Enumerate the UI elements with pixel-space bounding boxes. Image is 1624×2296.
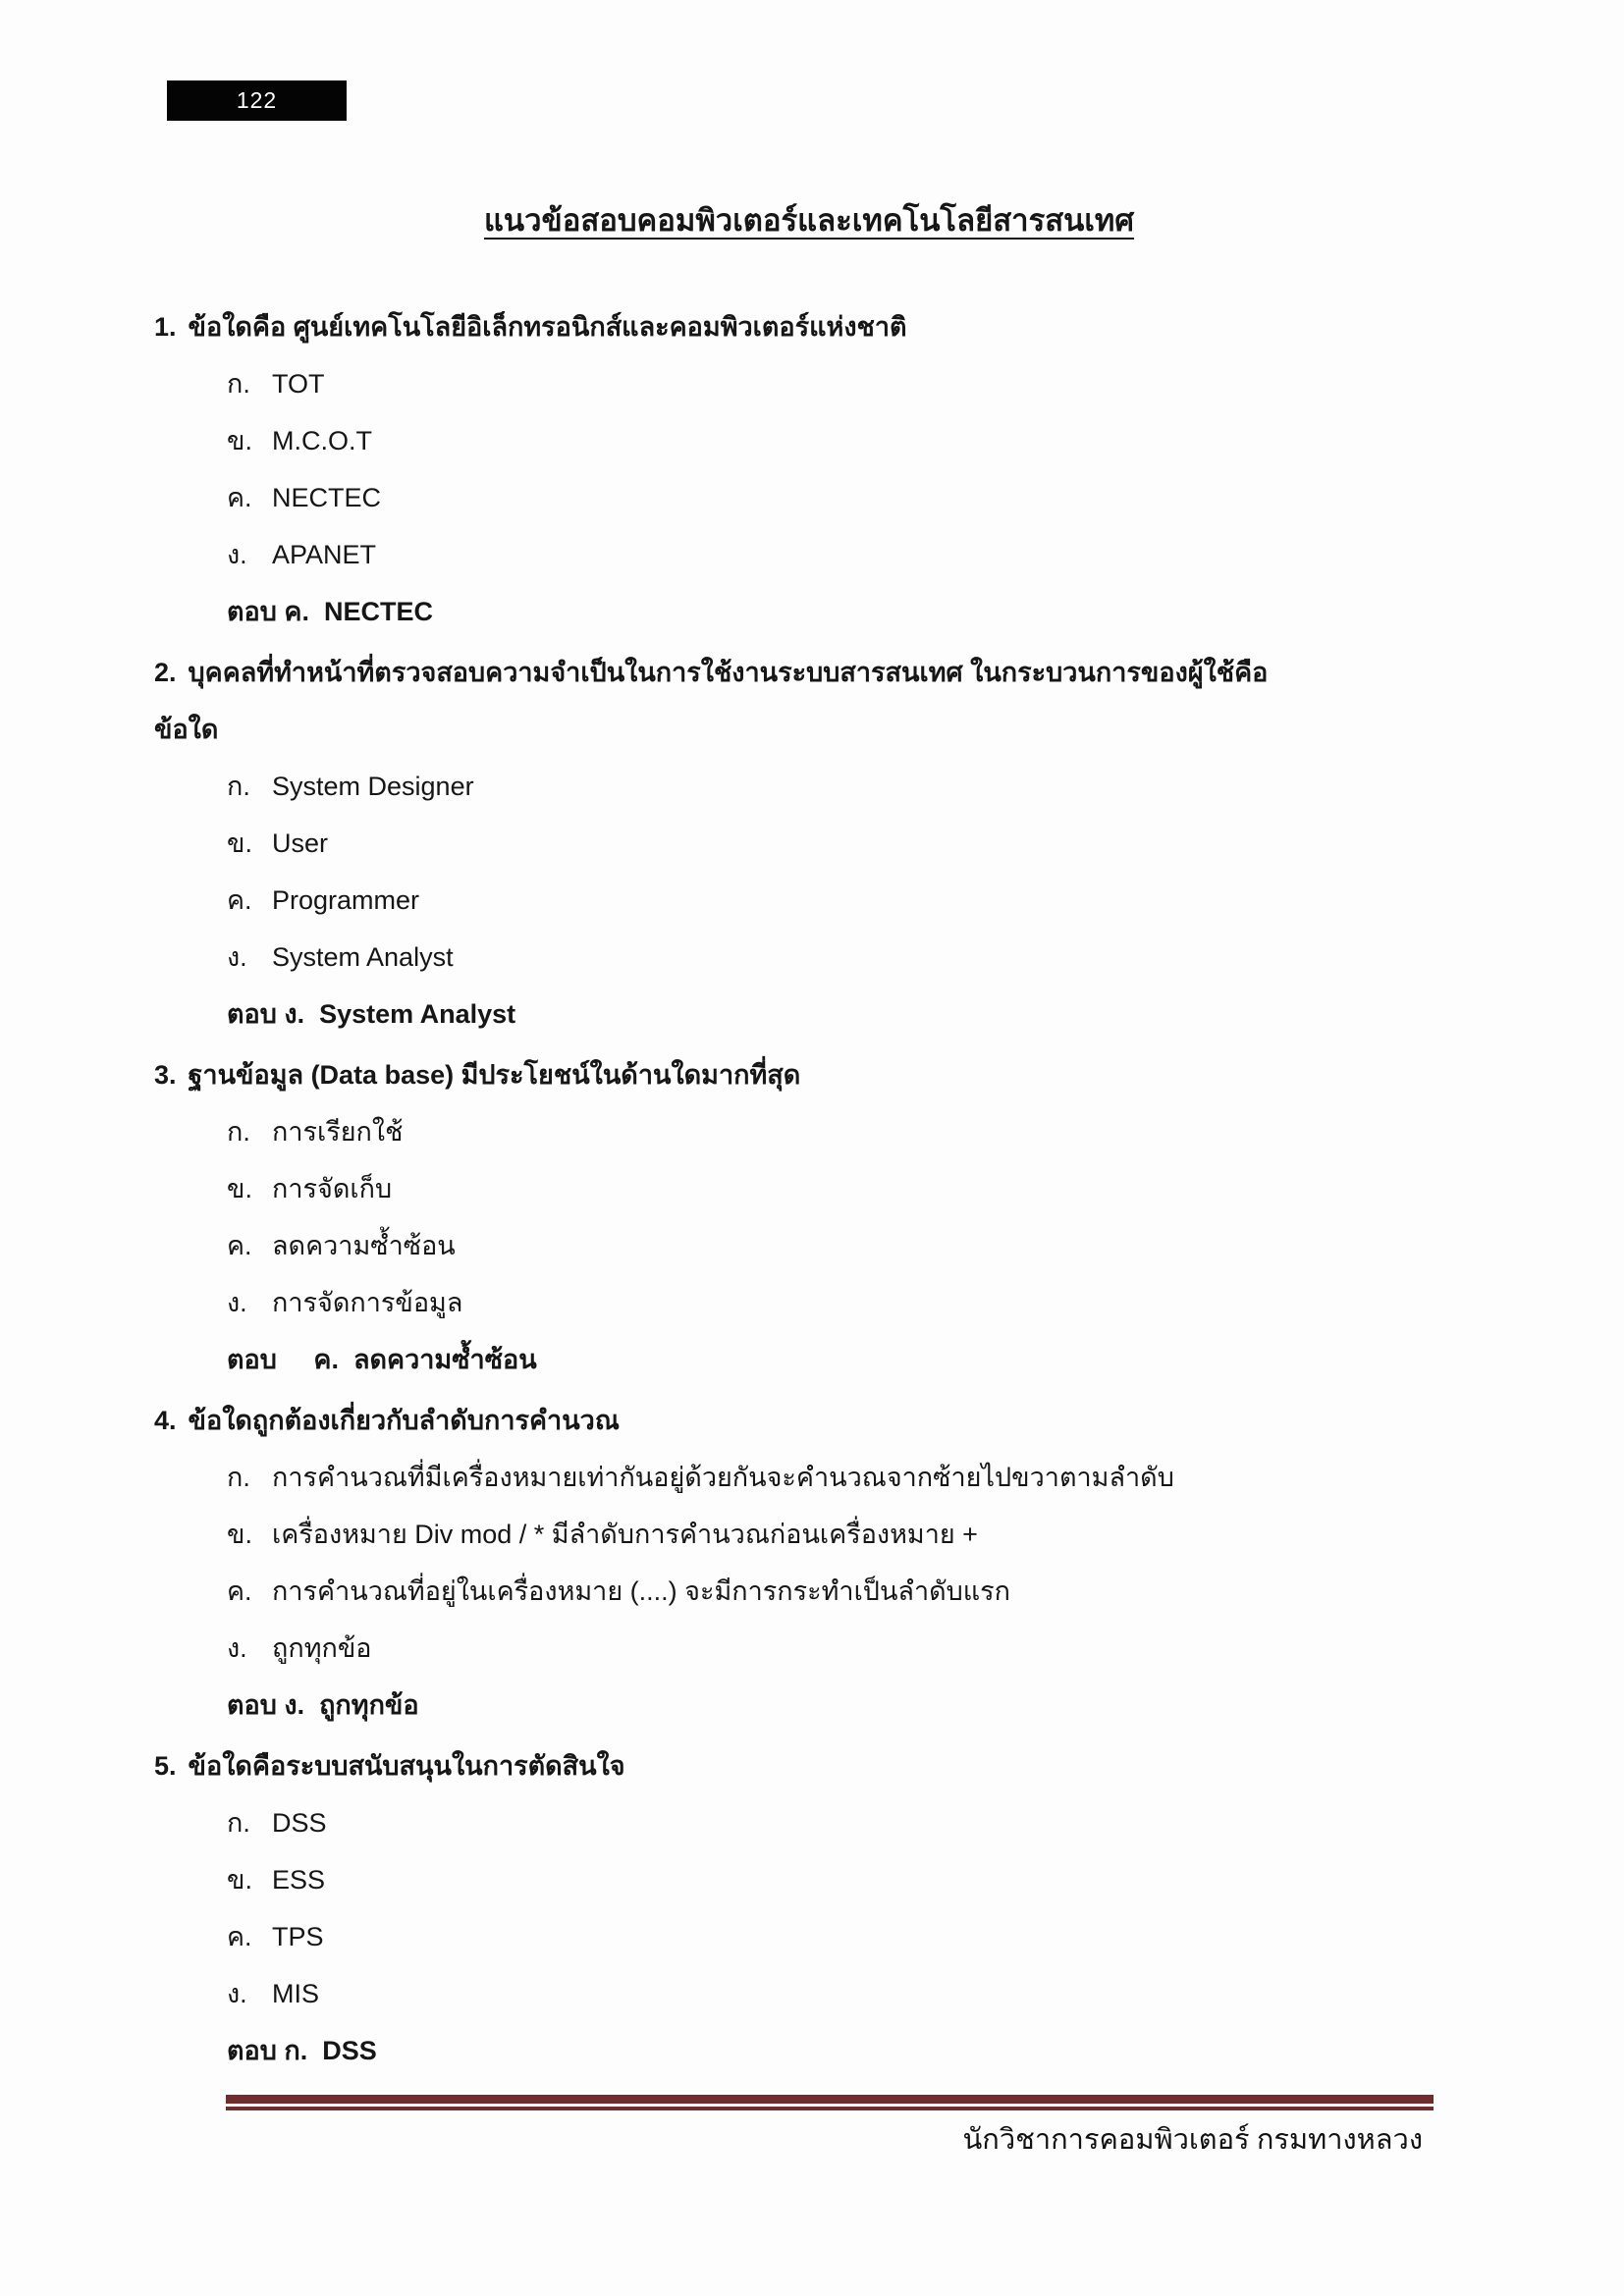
footer-divider [226,2095,1434,2110]
document-title-text: แนวข้อสอบคอมพิวเตอร์และเทคโนโลยีสารสนเทศ [483,203,1135,238]
option-text: M.C.O.T [272,426,372,455]
option-text: การคำนวณที่อยู่ในเครื่องหมาย (....) จะมีการกระทำเป็นลำดับแรก [272,1576,1011,1606]
footer-credit: นักวิชาการคอมพิวเตอร์ กรมทางหลวง [962,2124,1423,2156]
option-text: NECTEC [272,483,382,512]
option-label: ง. [227,942,247,972]
option-text: ถูกทุกข้อ [272,1633,372,1663]
option-item [154,1794,1464,1851]
option-label: ง. [227,540,247,569]
option-text: เครื่องหมาย Div mod / * มีลำดับการคำนวณก่อนเครื่องหมาย + [272,1520,978,1549]
document-content [154,192,1464,2079]
question-heading [154,644,1464,701]
answer-text: ตอบ ง. ถูกทุกข้อ [227,1690,419,1720]
question-text: ข้อใดคือระบบสนับสนุนในการตัดสินใจ [188,1751,625,1781]
answer-text: ตอบ ค. NECTEC [227,597,433,626]
option-item [154,872,1464,929]
question-item [154,1042,1464,1388]
option-label: ก. [227,1463,250,1492]
question-heading [154,1046,1464,1103]
option-label: ง. [227,1633,247,1663]
option-item [154,1563,1464,1620]
option-text: การเรียกใช้ [272,1117,404,1147]
option-label: ค. [227,1231,252,1260]
option-label: ค. [227,885,252,915]
question-item [154,294,1464,640]
question-number: 3. [154,1060,177,1090]
option-label: ข. [227,828,252,858]
question-heading [154,298,1464,355]
option-item [154,1274,1464,1331]
option-item [154,1506,1464,1563]
option-item [154,929,1464,986]
option-text: การคำนวณที่มีเครื่องหมายเท่ากันอยู่ด้วยกันจะคำนวณจากซ้ายไปขวาตามลำดับ [272,1463,1174,1492]
document-title [154,192,1464,249]
option-text: Programmer [272,885,420,915]
option-text: การจัดเก็บ [272,1174,393,1203]
answer-text: ตอบ ก. DSS [227,2036,377,2065]
option-text: ESS [272,1865,326,1895]
option-text: System Designer [272,772,474,801]
option-text: TPS [272,1922,324,1951]
option-label: ก. [227,1117,250,1147]
option-item [154,1620,1464,1677]
option-item [154,1851,1464,1908]
option-item [154,1103,1464,1160]
footer-divider-thick-line [226,2095,1434,2104]
option-item [154,469,1464,526]
option-label: ง. [227,1979,247,2008]
question-number: 5. [154,1751,177,1781]
answer-text: ตอบ ง. System Analyst [227,999,516,1029]
option-item [154,1160,1464,1217]
option-label: ข. [227,1865,252,1895]
question-text: ฐานข้อมูล (Data base) มีประโยชน์ในด้านใดมากที่สุด [188,1060,801,1090]
option-item [154,1449,1464,1506]
option-text: System Analyst [272,942,454,972]
question-text: บุคคลที่ทำหน้าที่ตรวจสอบความจำเป็นในการใช้งานระบบสารสนเทศ ในกระบวนการของผู้ใช้คือ [188,658,1269,687]
question-heading [154,1392,1464,1449]
option-text: การจัดการข้อมูล [272,1288,463,1317]
option-label: ค. [227,1922,252,1951]
option-text: APANET [272,540,377,569]
option-text: MIS [272,1979,320,2008]
question-number: 4. [154,1406,177,1435]
option-item [154,526,1464,583]
answer-text: ตอบ ค. ลดความซ้ำซ้อน [227,1345,537,1374]
option-label: ข. [227,1520,252,1549]
question-item [154,1388,1464,1734]
option-item [154,815,1464,872]
option-label: ค. [227,1576,252,1606]
option-item [154,355,1464,412]
question-text: ข้อใดคือ ศูนย์เทคโนโลยีอิเล็กทรอนิกส์และคอมพิวเตอร์แห่งชาติ [188,312,907,342]
option-label: ก. [227,1808,250,1838]
option-text: DSS [272,1808,327,1838]
option-item [154,412,1464,469]
option-text: User [272,828,329,858]
question-item [154,1734,1464,2079]
option-label: ง. [227,1288,247,1317]
option-text: TOT [272,369,325,399]
option-item [154,758,1464,815]
option-label: ก. [227,369,250,399]
question-item [154,640,1464,1042]
option-item [154,1965,1464,2022]
question-number: 2. [154,658,177,687]
option-label: ก. [227,772,250,801]
question-heading [154,1737,1464,1794]
option-label: ค. [227,483,252,512]
option-label: ข. [227,426,252,455]
page-number: 122 [236,87,278,113]
option-item [154,1217,1464,1274]
option-label: ข. [227,1174,252,1203]
footer-divider-thin-line [226,2107,1434,2110]
option-text: ลดความซ้ำซ้อน [272,1231,456,1260]
page-number-badge [167,80,347,121]
question-text: ข้อใดถูกต้องเกี่ยวกับลำดับการคำนวณ [188,1406,620,1435]
question-text-continued: ข้อใด [154,715,219,744]
option-item [154,1908,1464,1965]
question-number: 1. [154,312,177,342]
